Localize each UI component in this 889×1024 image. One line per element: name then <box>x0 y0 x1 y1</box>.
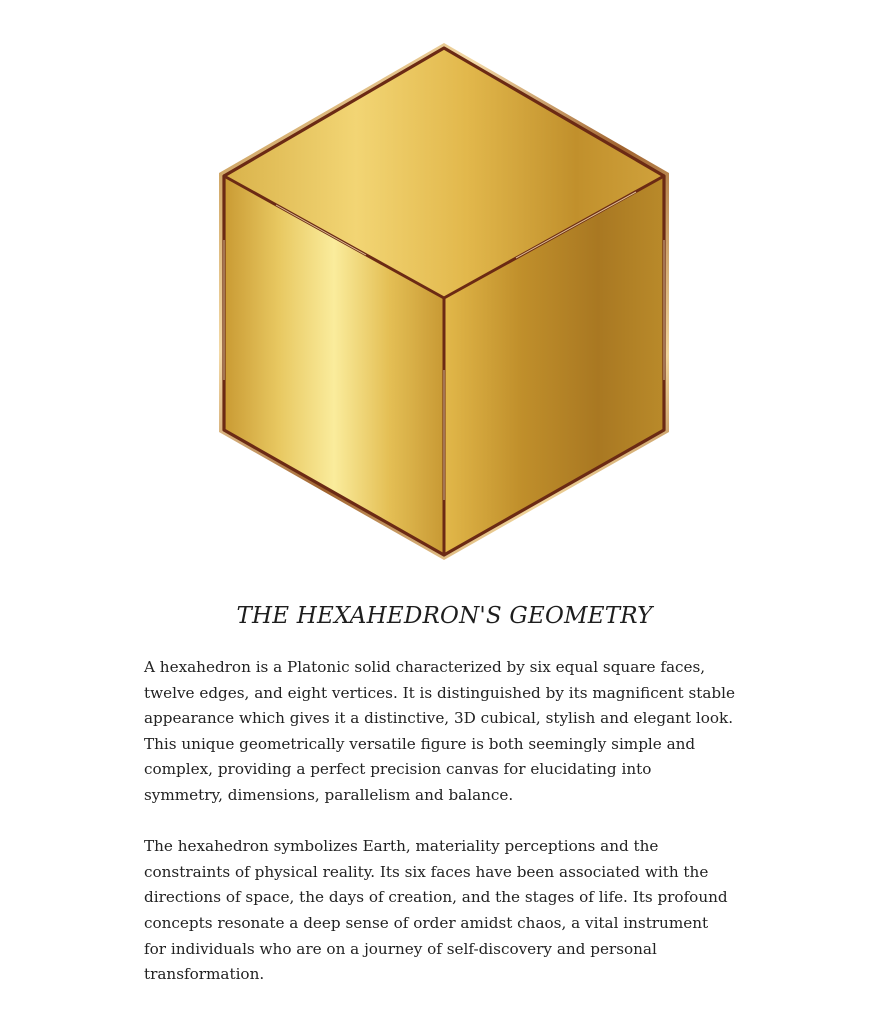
hexahedron-cube-icon <box>216 40 672 562</box>
cube-illustration <box>216 40 672 562</box>
paragraph-geometry: A hexahedron is a Platonic solid characterized by six equal square faces, twelve edges, and eight vertices. It is distinguished by its magnificent stable appearance which gives it a distinctive, 3D cubical, stylish and elegant look. This unique geometrically versatile figure is both seemingly simple and complex, providing a perfect precision canvas for elucidating into symmetry, dimensions, parallelism and balance. <box>144 658 735 804</box>
paragraph-symbolism: The hexahedron symbolizes Earth, materiality perceptions and the constraints of physical reality. Its six faces have been associated with the directions of space, the days of creation, and the stages of life. Its profound concepts resonate a deep sense of order amidst chaos, a vital instrument for individuals who are on a journey of self-discovery and personal transformation. <box>144 837 728 984</box>
article-body <box>144 655 754 1013</box>
page-title: THE HEXAHEDRON'S GEOMETRY <box>236 603 653 629</box>
